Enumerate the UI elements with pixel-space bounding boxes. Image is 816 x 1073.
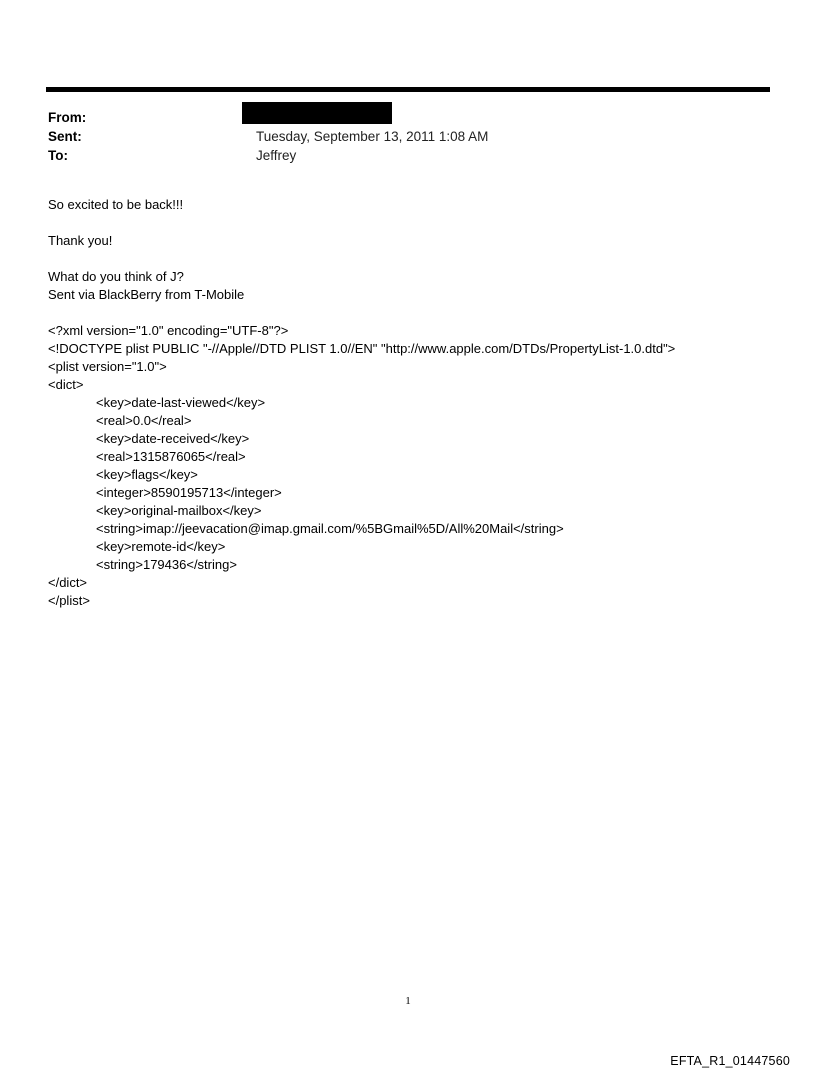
plist-open-tag: <plist version="1.0">: [48, 359, 167, 374]
sent-label: Sent:: [48, 129, 82, 144]
message-line: What do you think of J?: [48, 269, 184, 284]
to-label: To:: [48, 148, 68, 163]
plist-entry: <integer>8590195713</integer>: [96, 485, 282, 500]
plist-entry: <string>imap://jeevacation@imap.gmail.com/%5BGmail%5D/All%20Mail</string>: [96, 521, 564, 536]
plist-xml-declaration: <?xml version="1.0" encoding="UTF-8"?>: [48, 323, 289, 338]
from-row: [48, 108, 748, 127]
document-id: EFTA_R1_01447560: [670, 1054, 790, 1068]
sent-value: Tuesday, September 13, 2011 1:08 AM: [256, 129, 489, 144]
from-label: From:: [48, 110, 87, 125]
plist-close-tag: </plist>: [48, 593, 90, 608]
plist-entry: <real>1315876065</real>: [96, 449, 246, 464]
plist-entry: <key>date-last-viewed</key>: [96, 395, 266, 410]
plist-metadata: [48, 322, 768, 610]
sent-row: [48, 127, 748, 146]
plist-entry: <key>date-received</key>: [96, 431, 250, 446]
message-line: So excited to be back!!!: [48, 197, 184, 212]
dict-open-tag: <dict>: [48, 377, 84, 392]
header-divider: [46, 87, 770, 92]
plist-entry: <key>flags</key>: [96, 467, 198, 482]
page-number: 1: [405, 995, 411, 1007]
plist-entry: <string>179436</string>: [96, 557, 237, 572]
email-body: [48, 196, 768, 610]
plist-doctype: <!DOCTYPE plist PUBLIC "-//Apple//DTD PLIST 1.0//EN" "http://www.apple.com/DTDs/PropertyList-1.0.dtd">: [48, 341, 676, 356]
email-header: [48, 108, 748, 165]
redaction-block: [242, 102, 392, 124]
to-value: Jeffrey: [256, 148, 297, 163]
plist-entry: <key>remote-id</key>: [96, 539, 226, 554]
dict-close-tag: </dict>: [48, 575, 88, 590]
signature-line: Sent via BlackBerry from T-Mobile: [48, 287, 245, 302]
plist-entry: <real>0.0</real>: [96, 413, 192, 428]
to-row: [48, 146, 748, 165]
message-paragraph: [48, 268, 768, 304]
plist-entry: <key>original-mailbox</key>: [96, 503, 262, 518]
message-line: Thank you!: [48, 233, 113, 248]
